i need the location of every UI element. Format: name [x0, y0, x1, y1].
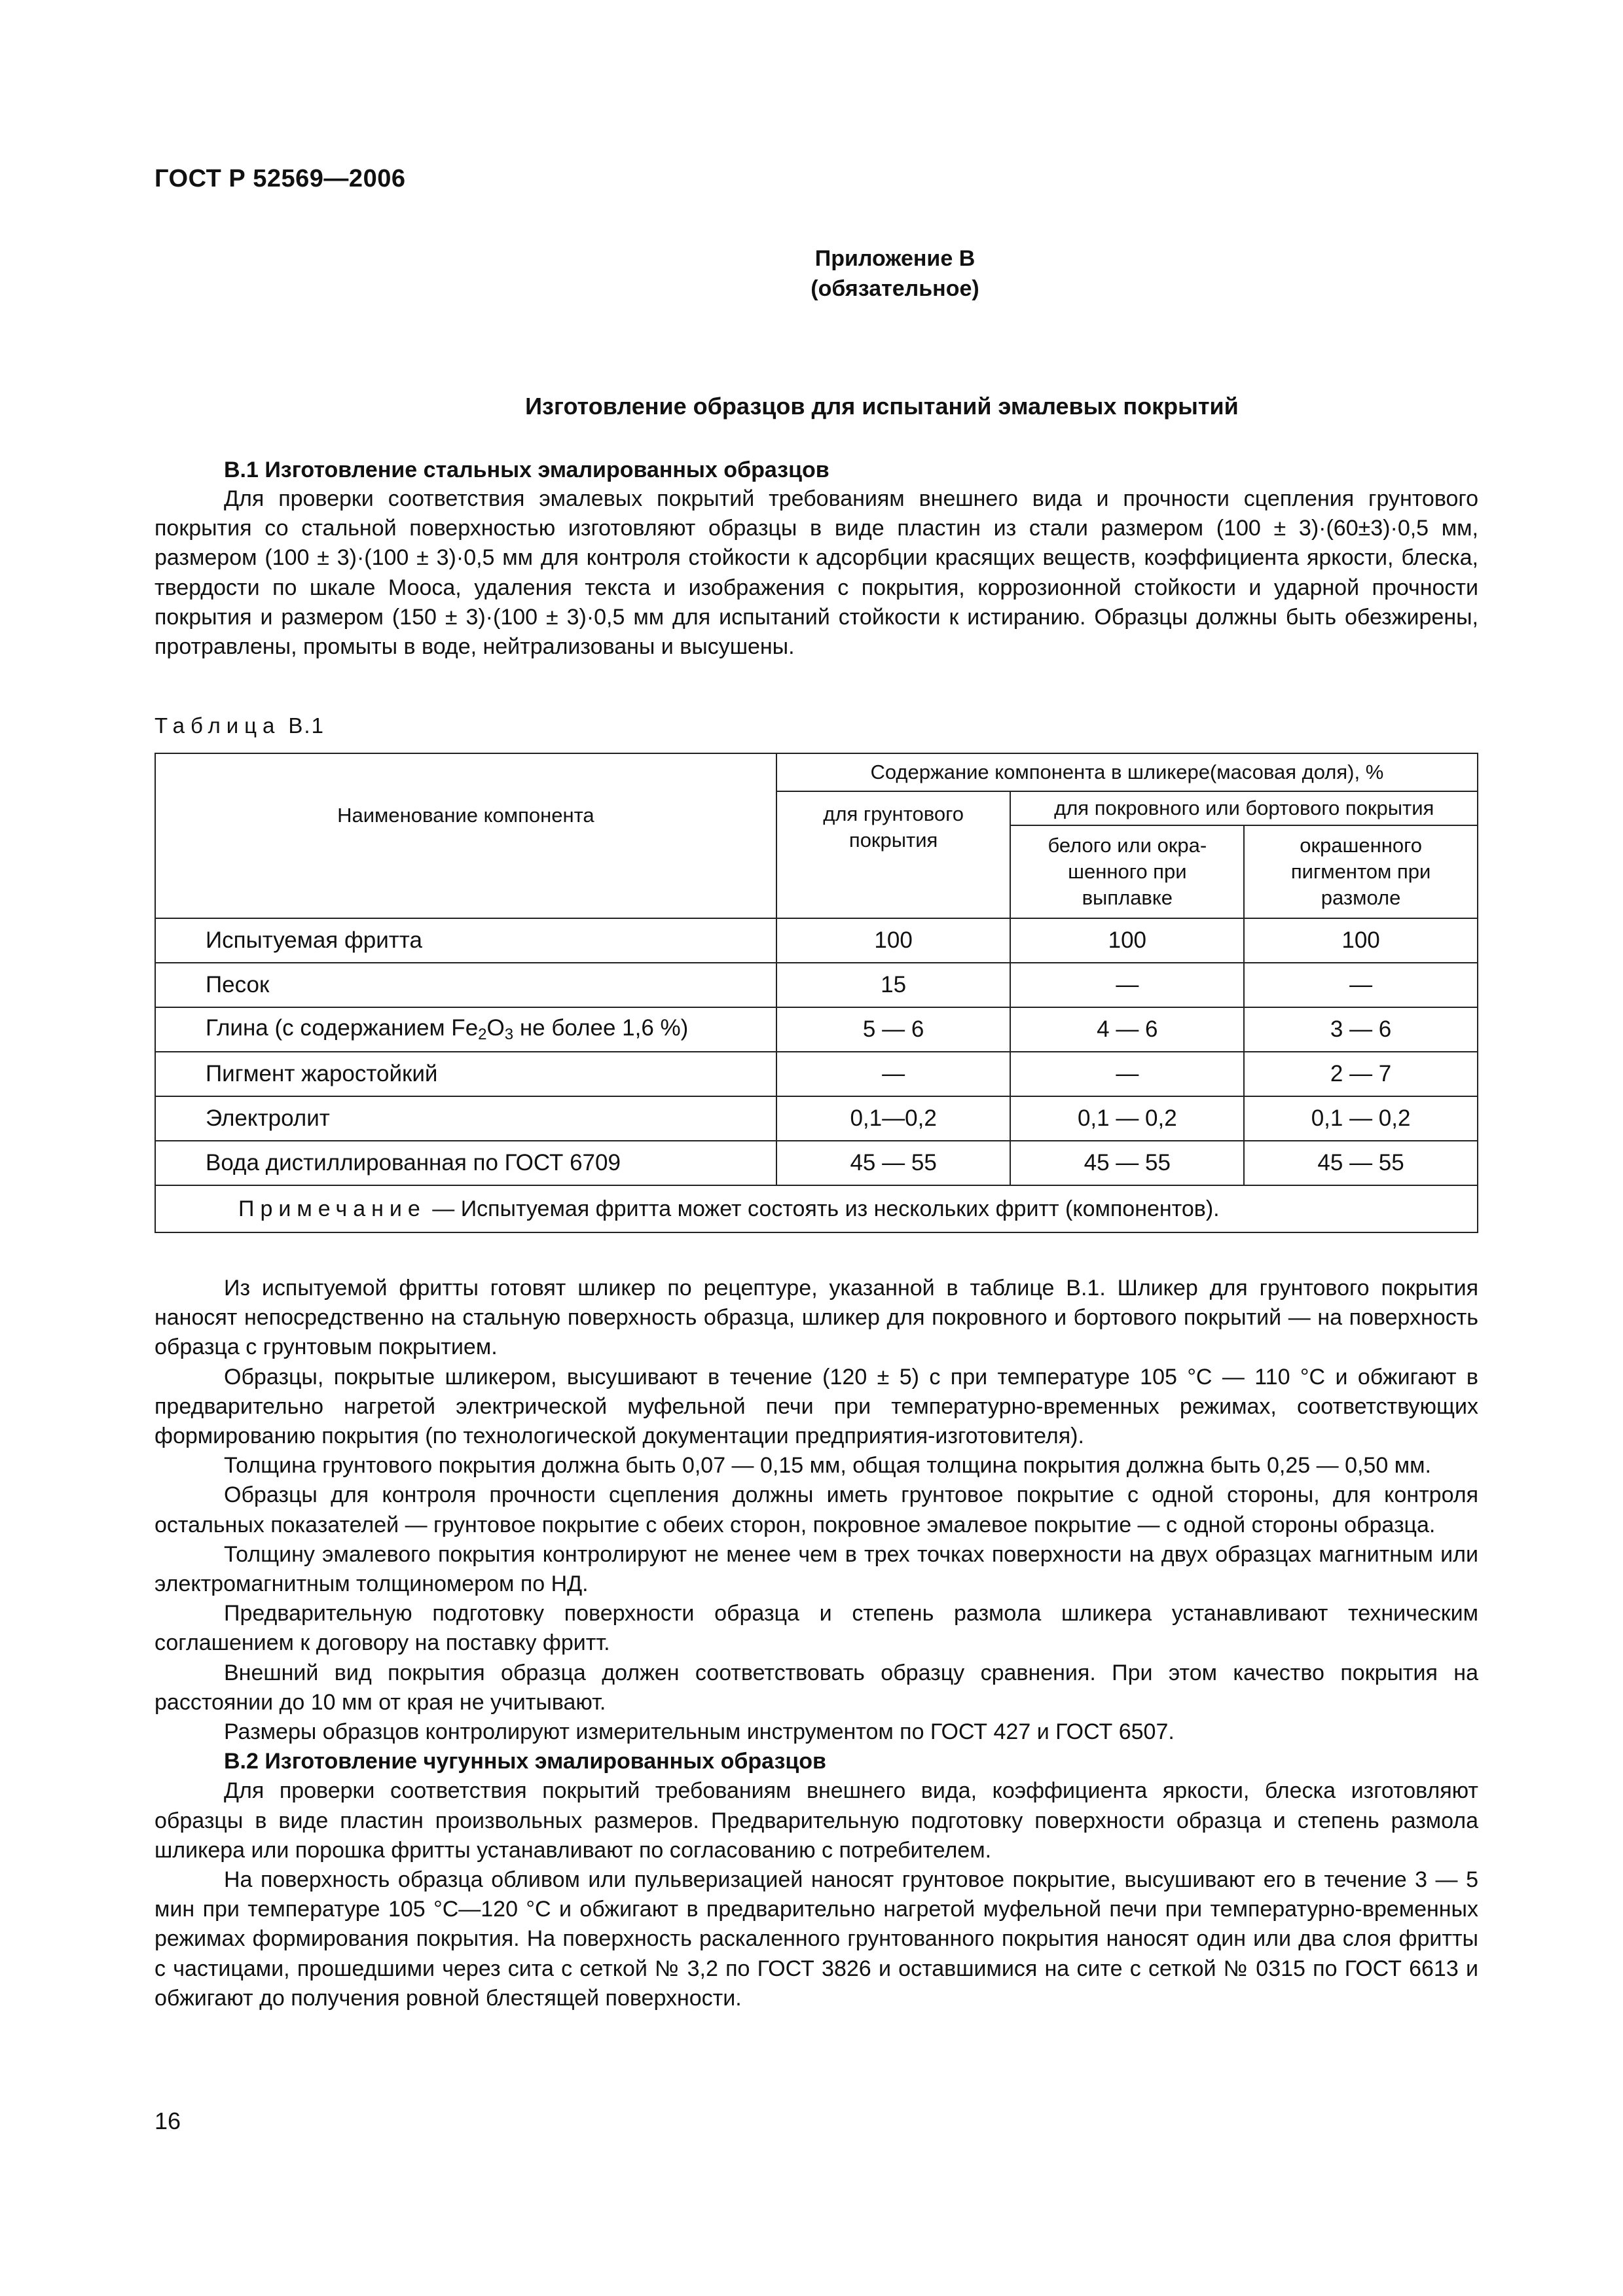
header-white: белого или окрашенного при выплавке	[1010, 825, 1244, 918]
section-b2-paragraph: На поверхность образца обливом или пульверизацией наносят грунтовое покрытие, высушивают его в течение 3 — 5 мин при температуре 105 °С—120 °С и обжигают в предварительно нагретой муфельной печи при температурно-временных режимах формирования покрытия. На поверхность раскаленного грунтованного покрытия наносят один или два слоя фритты с частицами, прошедшими через сита с сеткой № 3,2 по ГОСТ 3826 и оставшимися на сите с сеткой № 0315 по ГОСТ 6613 и обжигают до получения ровной блестящей поверхности.	[155, 1867, 1478, 2011]
cell-name: Песок	[155, 963, 776, 1007]
cell-name	[155, 1007, 776, 1052]
cell-name: Электролит	[155, 1096, 776, 1141]
cell-pigment: —	[1244, 963, 1478, 1007]
cell-pigment: 0,1 — 0,2	[1244, 1096, 1478, 1141]
post-table-text	[155, 1274, 1478, 2013]
clay-name-part: не более 1,6 %)	[513, 1015, 689, 1041]
paragraph: Толщина грунтового покрытия должна быть 0,07 — 0,15 мм, общая толщина покрытия должна быть 0,25 — 0,50 мм.	[224, 1453, 1431, 1479]
clay-name-part: Глина (с содержанием Fe	[206, 1015, 479, 1041]
cell-pigment: 2 — 7	[1244, 1052, 1478, 1096]
page-number: 16	[155, 2108, 181, 2134]
cell-ground: 15	[776, 963, 1011, 1007]
table-note-row	[155, 1185, 1478, 1232]
cell-white: —	[1010, 963, 1244, 1007]
table-caption-number: В.1	[288, 713, 325, 738]
cell-white: 0,1 — 0,2	[1010, 1096, 1244, 1141]
paragraph: Образцы, покрытые шликером, высушивают в течение (120 ± 5) с при температуре 105 °С — 110 °С и обжигают в предварительно нагретой электрической муфельной печи при температурно-временных режимах, соответствующих формированию покрытия (по технологической документации предприятия-изготовителя).	[155, 1364, 1478, 1449]
note-text: — Испытуемая фритта может состоять из нескольких фритт (компонентов).	[426, 1196, 1220, 1221]
table-row	[155, 1007, 1478, 1052]
clay-subscript: 2	[478, 1026, 487, 1043]
table-header-row	[155, 753, 1478, 791]
cell-name: Вода дистиллированная по ГОСТ 6709	[155, 1141, 776, 1185]
table-row	[155, 1052, 1478, 1096]
document-page	[155, 0, 1478, 2296]
paragraph: Образцы для контроля прочности сцепления должны иметь грунтовое покрытие с одной стороны, для контроля остальных показателей — грунтовое покрытие с обеих сторон, покровное эмалевое покрытие — с одной стороны образца.	[155, 1482, 1478, 1537]
paragraph: Толщину эмалевого покрытия контролируют не менее чем в трех точках поверхности на двух образцах магнитным или электромагнитным толщиномером по НД.	[155, 1541, 1478, 1597]
appendix-title: Приложение В	[814, 246, 976, 271]
section-b2-title: В.2 Изготовление чугунных эмалированных образцов	[224, 1749, 826, 1774]
table-caption	[155, 713, 325, 738]
cell-name: Пигмент жаростойкий	[155, 1052, 776, 1096]
cell-ground: —	[776, 1052, 1011, 1096]
clay-name-part: O	[486, 1015, 505, 1041]
cell-white: 100	[1010, 918, 1244, 963]
header-ground: для грунтового покрытия	[776, 791, 1011, 918]
section-b2-paragraph: Для проверки соответствия покрытий требованиям внешнего вида, коэффициента яркости, блеска изготовляют образцы в виде пластин произвольных размеров. Предварительную подготовку поверхности образца и степень размола шликера или порошка фритты устанавливают по согласованию с потребителем.	[155, 1778, 1478, 1863]
table-row	[155, 1141, 1478, 1185]
cell-ground: 5 — 6	[776, 1007, 1011, 1052]
table-row	[155, 963, 1478, 1007]
paragraph: Из испытуемой фритты готовят шликер по рецептуре, указанной в таблице В.1. Шликер для грунтового покрытия наносят непосредственно на стальную поверхность образца, шликер для покровного и бортового покрытий — на поверхность образца с грунтовым покрытием.	[155, 1276, 1478, 1360]
section-b1-paragraph: Для проверки соответствия эмалевых покрытий требованиям внешнего вида и прочности сцепления грунтового покрытия со стальной поверхностью изготовляют образцы в виде пластин из стали размером (100 ± 3)·(60±3)·0,5 мм, размером (100 ± 3)·(100 ± 3)·0,5 мм для контроля стойкости к адсорбции красящих веществ, коэффициента яркости, блеска, твердости по шкале Мооса, удаления текста и изображения с покрытия, коррозионной стойкости и ударной прочности покрытия и размером (150 ± 3)·(100 ± 3)·0,5 мм для испытаний стойкости к истиранию. Образцы должны быть обезжирены, протравлены, промыты в воде, нейтрализованы и высушены.	[155, 486, 1478, 660]
cell-pigment: 100	[1244, 918, 1478, 963]
section-b1-title: В.1 Изготовление стальных эмалированных образцов	[224, 457, 830, 482]
paragraph: Внешний вид покрытия образца должен соответствовать образцу сравнения. При этом качество покрытия на расстоянии до 10 мм от края не учитывают.	[155, 1660, 1478, 1715]
table-row	[155, 1096, 1478, 1141]
paragraph: Размеры образцов контролируют измерительным инструментом по ГОСТ 427 и ГОСТ 6507.	[224, 1719, 1175, 1745]
paragraph: Предварительную подготовку поверхности образца и степень размола шликера устанавливают техническим соглашением к договору на поставку фритт.	[155, 1601, 1478, 1656]
table-row	[155, 918, 1478, 963]
header-component-name: Наименование компонента	[155, 753, 776, 918]
cell-pigment: 45 — 55	[1244, 1141, 1478, 1185]
cell-name: Испытуемая фритта	[155, 918, 776, 963]
table-note	[155, 1185, 1478, 1232]
cell-ground: 0,1—0,2	[776, 1096, 1011, 1141]
cell-white: 45 — 55	[1010, 1141, 1244, 1185]
cell-white: 4 — 6	[1010, 1007, 1244, 1052]
cell-white: —	[1010, 1052, 1244, 1096]
cell-ground: 45 — 55	[776, 1141, 1011, 1185]
header-cover: для покровного или бортового покрытия	[1010, 791, 1478, 825]
appendix-status: (обязательное)	[811, 276, 979, 301]
section-b1	[155, 456, 1478, 662]
header-pigment: окрашенного пигментом при размоле	[1244, 825, 1478, 918]
clay-subscript: 3	[504, 1026, 514, 1043]
appendix-heading	[155, 243, 1478, 304]
cell-ground: 100	[776, 918, 1011, 963]
note-label: Примечание	[238, 1196, 426, 1221]
document-id: ГОСТ Р 52569—2006	[155, 165, 406, 192]
components-table	[155, 753, 1478, 1233]
cell-pigment: 3 — 6	[1244, 1007, 1478, 1052]
main-title: Изготовление образцов для испытаний эмалевых покрытий	[525, 393, 1239, 420]
table-caption-label: Таблица	[155, 713, 281, 738]
header-content: Содержание компонента в шликере(масовая доля), %	[776, 753, 1478, 791]
